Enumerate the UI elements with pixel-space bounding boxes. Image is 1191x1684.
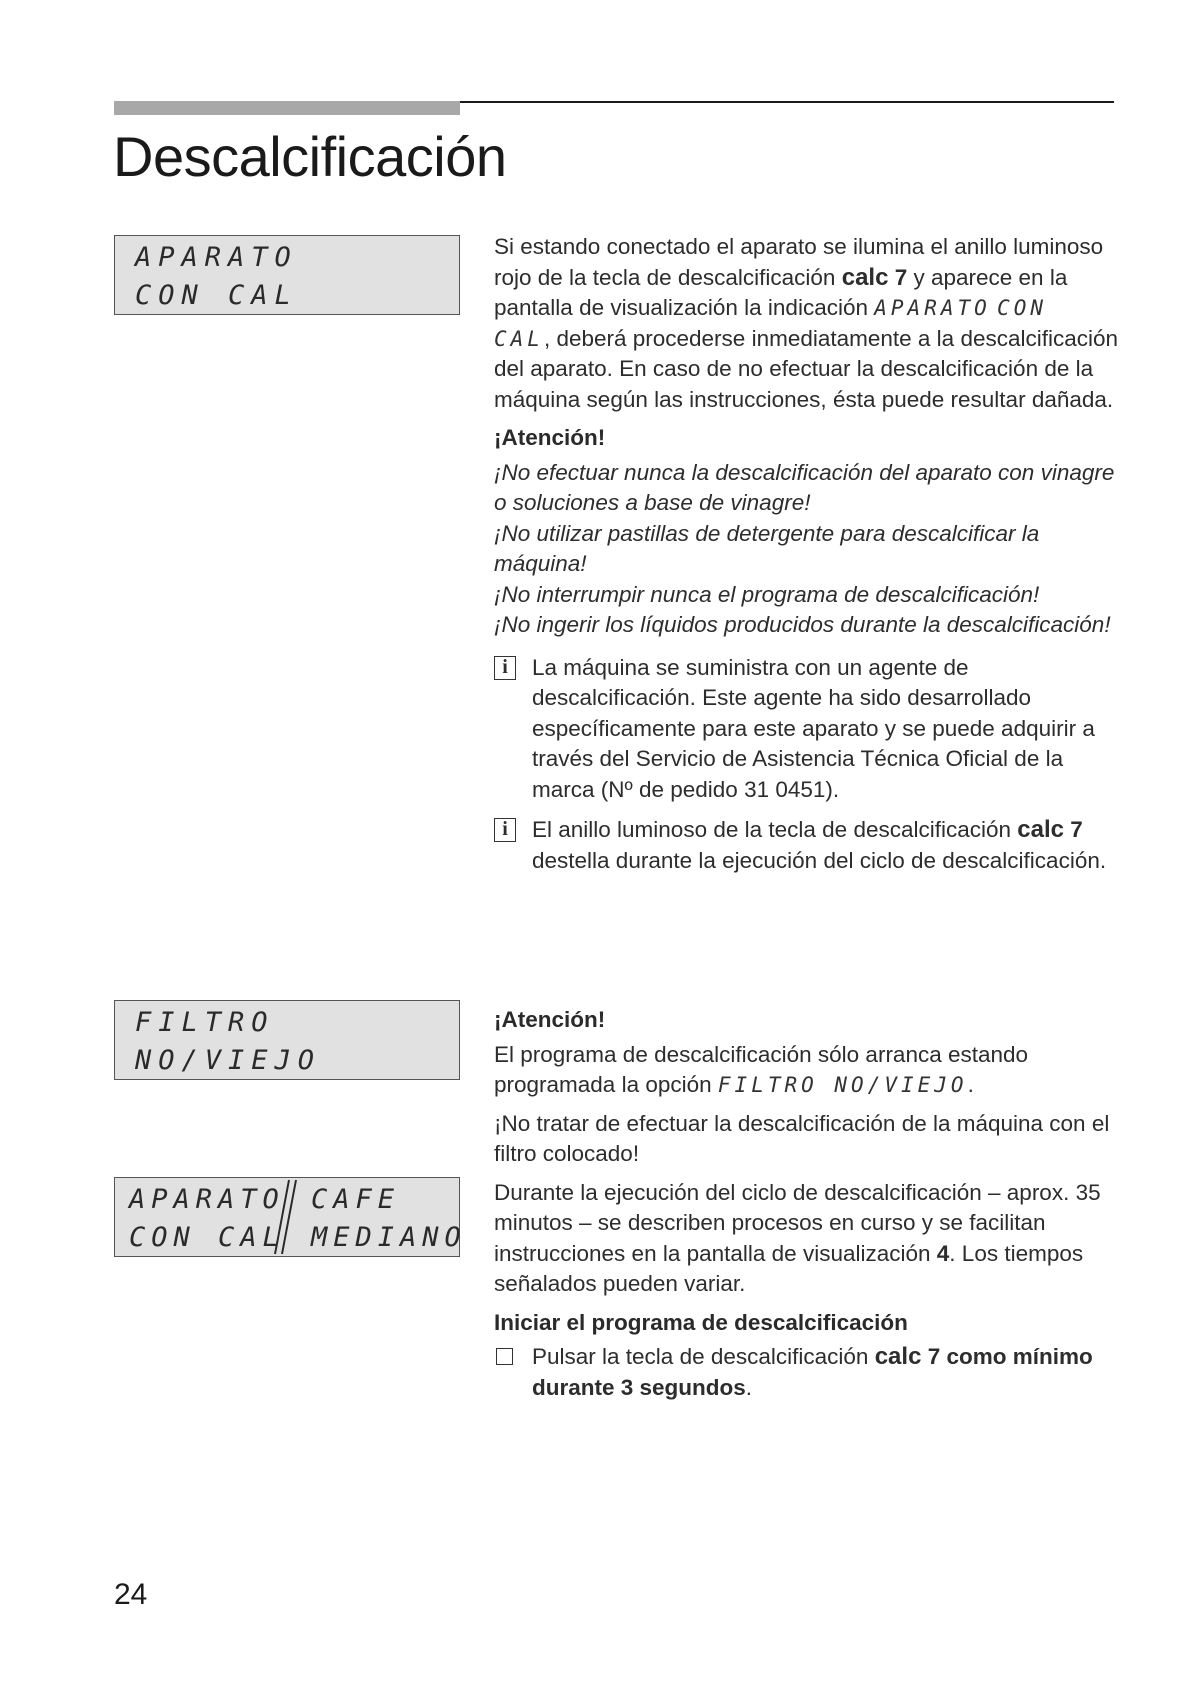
filter-text-a: El programa de descalcificación sólo arranca estando programada la opción xyxy=(494,1041,1029,1097)
warning-item: ¡No efectuar nunca la descalcificación del aparato con vinagre o soluciones a base de vinagre! xyxy=(494,459,1115,515)
info-note-text: La máquina se suministra con un agente de descalcificación. Este agente ha sido desarrollado específicamente para este aparato y se puede adquirir a través del Servicio de Asistencia Técnica Oficial de la marca (Nº de pedido 31 0451). xyxy=(532,654,1095,802)
checkbox-icon xyxy=(496,1348,513,1365)
display-line-1: APARATO xyxy=(135,242,298,273)
calc-key-label: calc xyxy=(841,263,889,291)
display-right-line-1: CAFE xyxy=(311,1184,401,1215)
step-item xyxy=(494,1342,1119,1403)
filter-warning-paragraph: ¡No tratar de efectuar la descalcificación de la máquina con el filtro colocado! xyxy=(494,1110,1110,1166)
info-note-text-b: destella durante la ejecución del ciclo de descalcificación. xyxy=(532,847,1107,873)
calc-key-number: 7 xyxy=(1070,817,1083,842)
duration-text-a: Durante la ejecución del ciclo de descalcificación – aprox. 35 minutos – se describen procesos en curso y se facilitan instrucciones en la pantalla de visualización xyxy=(494,1179,1101,1266)
display-line-1: FILTRO xyxy=(135,1007,275,1038)
step-text-c: . xyxy=(745,1374,753,1400)
filter-requirement-paragraph xyxy=(494,1040,1119,1101)
display-right-line-2: MEDIANO xyxy=(311,1222,467,1253)
inline-display-text-1: APARATO xyxy=(874,296,991,320)
page-number: 24 xyxy=(114,1578,148,1611)
display-split xyxy=(114,1177,467,1257)
display-left-line-2: CON CAL xyxy=(129,1222,285,1253)
attention-heading: ¡Atención! xyxy=(494,1007,606,1032)
info-note-2 xyxy=(494,815,1119,876)
step-text-b: 7 como mínimo durante 3 segundos xyxy=(532,1344,1093,1400)
display-reference-number: 4 xyxy=(936,1240,950,1266)
display-line-2: CON CAL xyxy=(135,280,298,311)
display-line-2: NO/VIEJO xyxy=(135,1045,322,1076)
page-title: Descalcificación xyxy=(113,125,507,188)
info-icon: i xyxy=(494,818,516,842)
start-heading: Iniciar el programa de descalcificación xyxy=(494,1309,908,1335)
attention-heading: ¡Atención! xyxy=(494,425,606,450)
intro-text-b: y aparece en la pantalla de visualización la indicación xyxy=(494,264,1068,320)
info-note-1 xyxy=(494,653,1119,806)
double-slash-separator-icon xyxy=(265,1178,305,1256)
info-icon: i xyxy=(494,656,516,680)
intro-text-a: Si estando conectado el aparato se ilumina el anillo luminoso rojo de la tecla de descalcificación xyxy=(494,234,1104,290)
intro-paragraph xyxy=(494,232,1119,415)
display-aparato-con-cal xyxy=(114,235,460,315)
calc-key-number: 7 xyxy=(894,264,908,290)
warning-item: ¡No ingerir los líquidos producidos durante la descalcificación! xyxy=(494,612,1111,637)
calc-key-label: calc xyxy=(874,1343,922,1370)
section-intro xyxy=(494,232,1119,886)
intro-text-c: , deberá procederse inmediatamente a la descalcificación del aparato. En caso de no efectuar la descalcificación de la máquina según las instrucciones, ésta puede resultar dañada. xyxy=(494,325,1119,412)
display-filtro-no-viejo xyxy=(114,1000,460,1080)
warning-item: ¡No utilizar pastillas de detergente para descalcificar la máquina! xyxy=(494,520,1040,576)
inline-display-text: FILTRO NO/VIEJO xyxy=(717,1073,968,1097)
header-bar xyxy=(114,101,460,115)
warning-item: ¡No interrumpir nunca el programa de descalcificación! xyxy=(494,581,1040,607)
duration-text-b: . Los tiempos señalados pueden variar. xyxy=(494,1240,1084,1296)
calc-key-label: calc xyxy=(1017,816,1064,843)
filter-text-b: . xyxy=(967,1072,974,1097)
step-text-a: Pulsar la tecla de descalcificación xyxy=(532,1344,869,1369)
warning-list xyxy=(494,458,1119,641)
info-note-text-a: El anillo luminoso de la tecla de descalcificación xyxy=(532,817,1012,842)
display-left-line-1: APARATO xyxy=(129,1184,285,1215)
inline-display-text-2: CON CAL xyxy=(494,296,1047,351)
duration-paragraph xyxy=(494,1178,1119,1300)
section-program xyxy=(494,1005,1119,1403)
